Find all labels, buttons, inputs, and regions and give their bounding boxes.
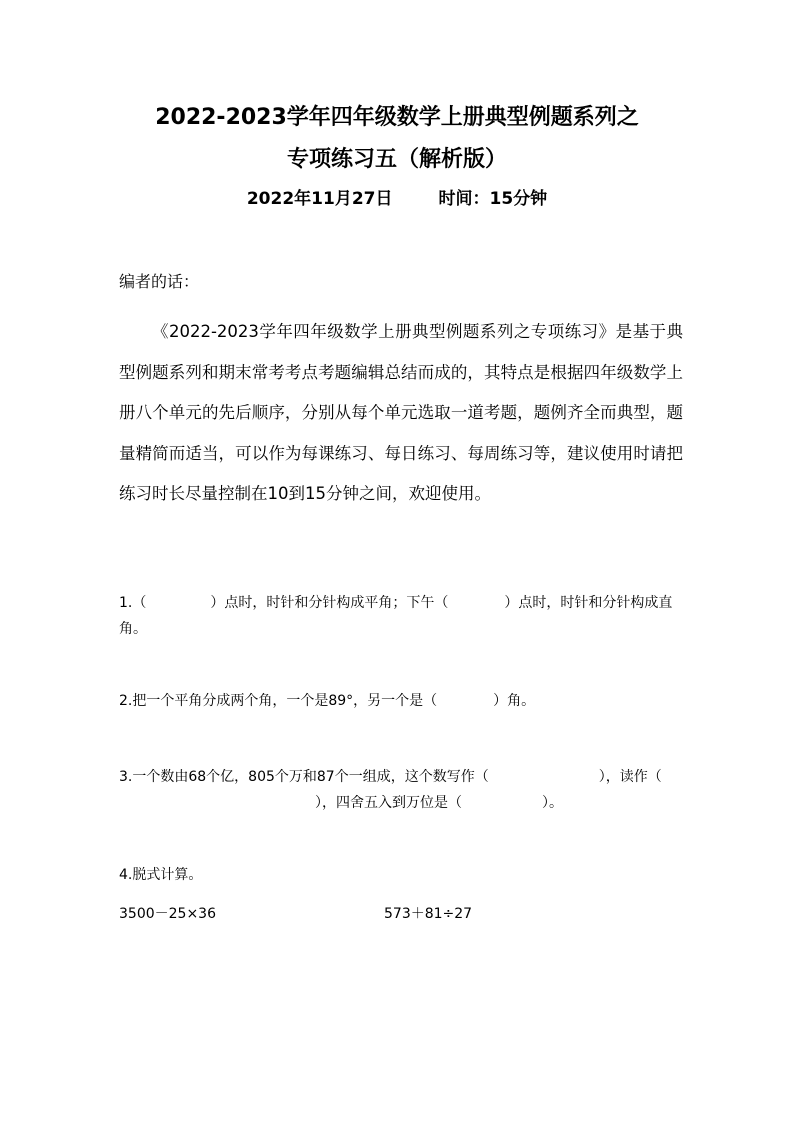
- date-time-line: [0, 187, 794, 211]
- question-1-text-b: ）点时，时针和分针构成平角；下午（: [210, 595, 449, 611]
- document-date: 2022年11月27日: [246, 189, 393, 209]
- editor-note-label: 编者的话：: [119, 272, 200, 291]
- expression-1: 3500－25×36: [119, 906, 216, 922]
- question-1-text-c: ）点时，时针和分针构成直角。: [119, 595, 673, 637]
- question-2-text-b: ）角。: [493, 693, 536, 709]
- question-2-text-a: 2.把一个平角分成两个角，一个是89°，另一个是（: [119, 693, 438, 709]
- document-title-line-1: 2022-2023学年四年级数学上册典型例题系列之: [155, 105, 639, 130]
- time-limit: 时间：15分钟: [438, 189, 548, 209]
- question-3-text-d: ）。: [542, 795, 563, 811]
- question-4-title: 4.脱式计算。: [119, 867, 203, 883]
- question-3-text-b: ），读作（: [598, 769, 662, 785]
- question-3-text-c: ），四舍五入到万位是（: [315, 795, 462, 811]
- question-3-text-a: 3.一个数由68个亿，805个万和87个一组成，这个数写作（: [119, 769, 489, 785]
- editor-note-paragraph: 《2022-2023学年四年级数学上册典型例题系列之专项练习》是基于典型例题系列和期末常考考点考题编辑总结而成的，其特点是根据四年级数学上册八个单元的先后顺序，分别从每个单元选取一道考题，题例齐全而典型，题量精简而适当，可以作为每课练习、每日练习、每周练习等，建议使用时请把练习时长尽量控制在10到15分钟之间，欢迎使用。: [119, 322, 683, 504]
- question-1-text-a: 1.（: [119, 595, 147, 611]
- question-2: [119, 688, 679, 714]
- expression-2: 573＋81÷27: [384, 906, 473, 922]
- question-3: [119, 764, 679, 816]
- document-title-line-2: 专项练习五（解析版）: [286, 147, 507, 172]
- question-1: [119, 590, 679, 642]
